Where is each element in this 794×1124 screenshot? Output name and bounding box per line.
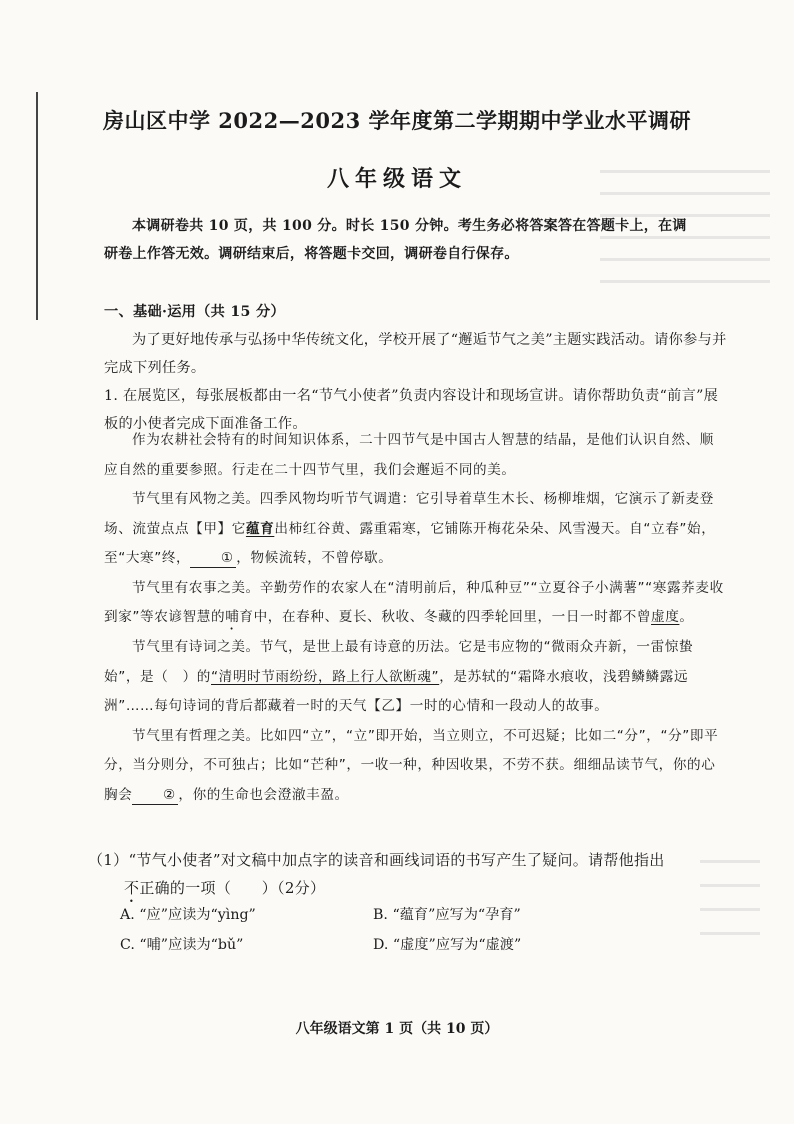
section-intro: 为了更好地传承与弘扬中华传统文化，学校开展了“邂逅节气之美”主题实践活动。请你参与并完成下列任务。 [104,332,727,376]
question-stem-rest: 正确的一项（ ）（2分） [139,879,326,897]
underlined-word-yunyu: 蕴育 [245,520,275,537]
exam-subtitle: 八年级语文 [326,166,467,192]
option-c[interactable]: C. “哺”应读为“bǔ” [120,937,244,953]
p2-text-a: 节气里有风物之美。四季风物均听节气调遣：它引导着草生木长、杨柳堆烟，它演示了新麦登场、流萤点点【甲】它 [104,491,714,537]
question-1-1 [88,846,738,906]
notice-line-1: 本调研卷共 10 页，共 100 分。时长 150 分钟。考生务必将答案答在答题卡上，在调 [132,218,687,234]
p5-text-a: 节气里有哲理之美。比如四“立”，“立”即开始，当立则立，不可迟疑；比如二“分”，“分”即平分，当分则分，不可独占；比如“芒种”，一收一种，种因收果，不劳不获。细细品读节气，你的心胸会 [104,727,719,803]
notice-line-2: 研卷上作答无效。调研结束后，将答题卡交回，调研卷自行保存。 [104,246,519,262]
blank-1[interactable]: ① [190,549,236,568]
p2-text-d: ，物候流转，不曾停歇。 [236,550,393,566]
underlined-word-xudu: 虚度 [651,609,680,625]
dotted-char-bu: 哺 [225,609,240,625]
option-d[interactable]: D. “虚度”应写为“虚渡” [373,937,522,953]
option-a[interactable]: A. “应”应读为“yìng” [120,907,256,923]
section-1 [104,298,728,438]
passage-paragraph-4 [104,633,728,722]
section-heading: 一、基础·运用（共 15 分） [104,304,285,320]
passage-paragraph-3 [104,574,728,634]
p4-text-c: ，是苏轼的“霜降水痕收，浅碧鳞鳞露远洲”……每句诗词的背后都藏着一时的天气【乙】一时的心情和一段动人的故事。 [104,668,689,714]
question-stem-line-2 [88,874,738,906]
p4-text-a: 节气里有诗词之美。节气，是世上最有诗意的历法。它是韦应物的“微雨众卉新，一雷惊蛰始”，是（ ）的 [104,639,694,685]
passage-paragraph-2 [104,485,728,574]
p3-text-c: 育中，在春种、夏长、秋收、冬藏的四季轮回里，一日一时都不曾 [239,609,652,625]
p3-text-a: 节气里有农事之美。辛勤劳作的农家人在“清明前后，种瓜种豆”“立夏谷子小满薯”“寒露荞麦收到家”等农谚智慧的 [104,579,724,625]
page-footer: 八年级语文第 1 页（共 10 页） [295,1021,499,1037]
exam-title: 房山区中学 2022—2023 学年度第二学期期中学业水平调研 [102,108,691,133]
p3-text-e: 。 [679,609,694,625]
passage-paragraph-1: 作为农耕社会特有的时间知识体系，二十四节气是中国古人智慧的结晶，是他们认识自然、顺应自然的重要参照。行走在二十四节气里，我们会邂逅不同的美。 [104,432,714,478]
exam-notice [104,212,728,268]
underlined-poem-line: “清明时节雨纷纷，路上行人欲断魂” [211,668,440,685]
option-b[interactable]: B. “蕴育”应写为“孕育” [373,907,521,923]
question-1-prompt: 1. 在展览区，每张展板都由一名“节气小使者”负责内容设计和现场宣讲。请你帮助负责“前言”展板的小使者完成下面准备工作。 [104,388,719,432]
passage-text [104,426,728,810]
passage-paragraph-5 [104,722,728,811]
question-stem: （1）“节气小使者”对文稿中加点字的读音和画线词语的书写产生了疑问。请帮他指出 [88,851,665,869]
p2-text-c: 出柿红谷黄、露重霜寒，它铺陈开梅花朵朵、风雪漫天。自“立春”始，至“大寒”终， [104,520,716,566]
p5-text-b: ，你的生命也会澄澈丰盈。 [178,786,349,803]
dotted-char-bu-not: 不 [124,879,140,897]
blank-2[interactable]: ② [132,786,178,805]
